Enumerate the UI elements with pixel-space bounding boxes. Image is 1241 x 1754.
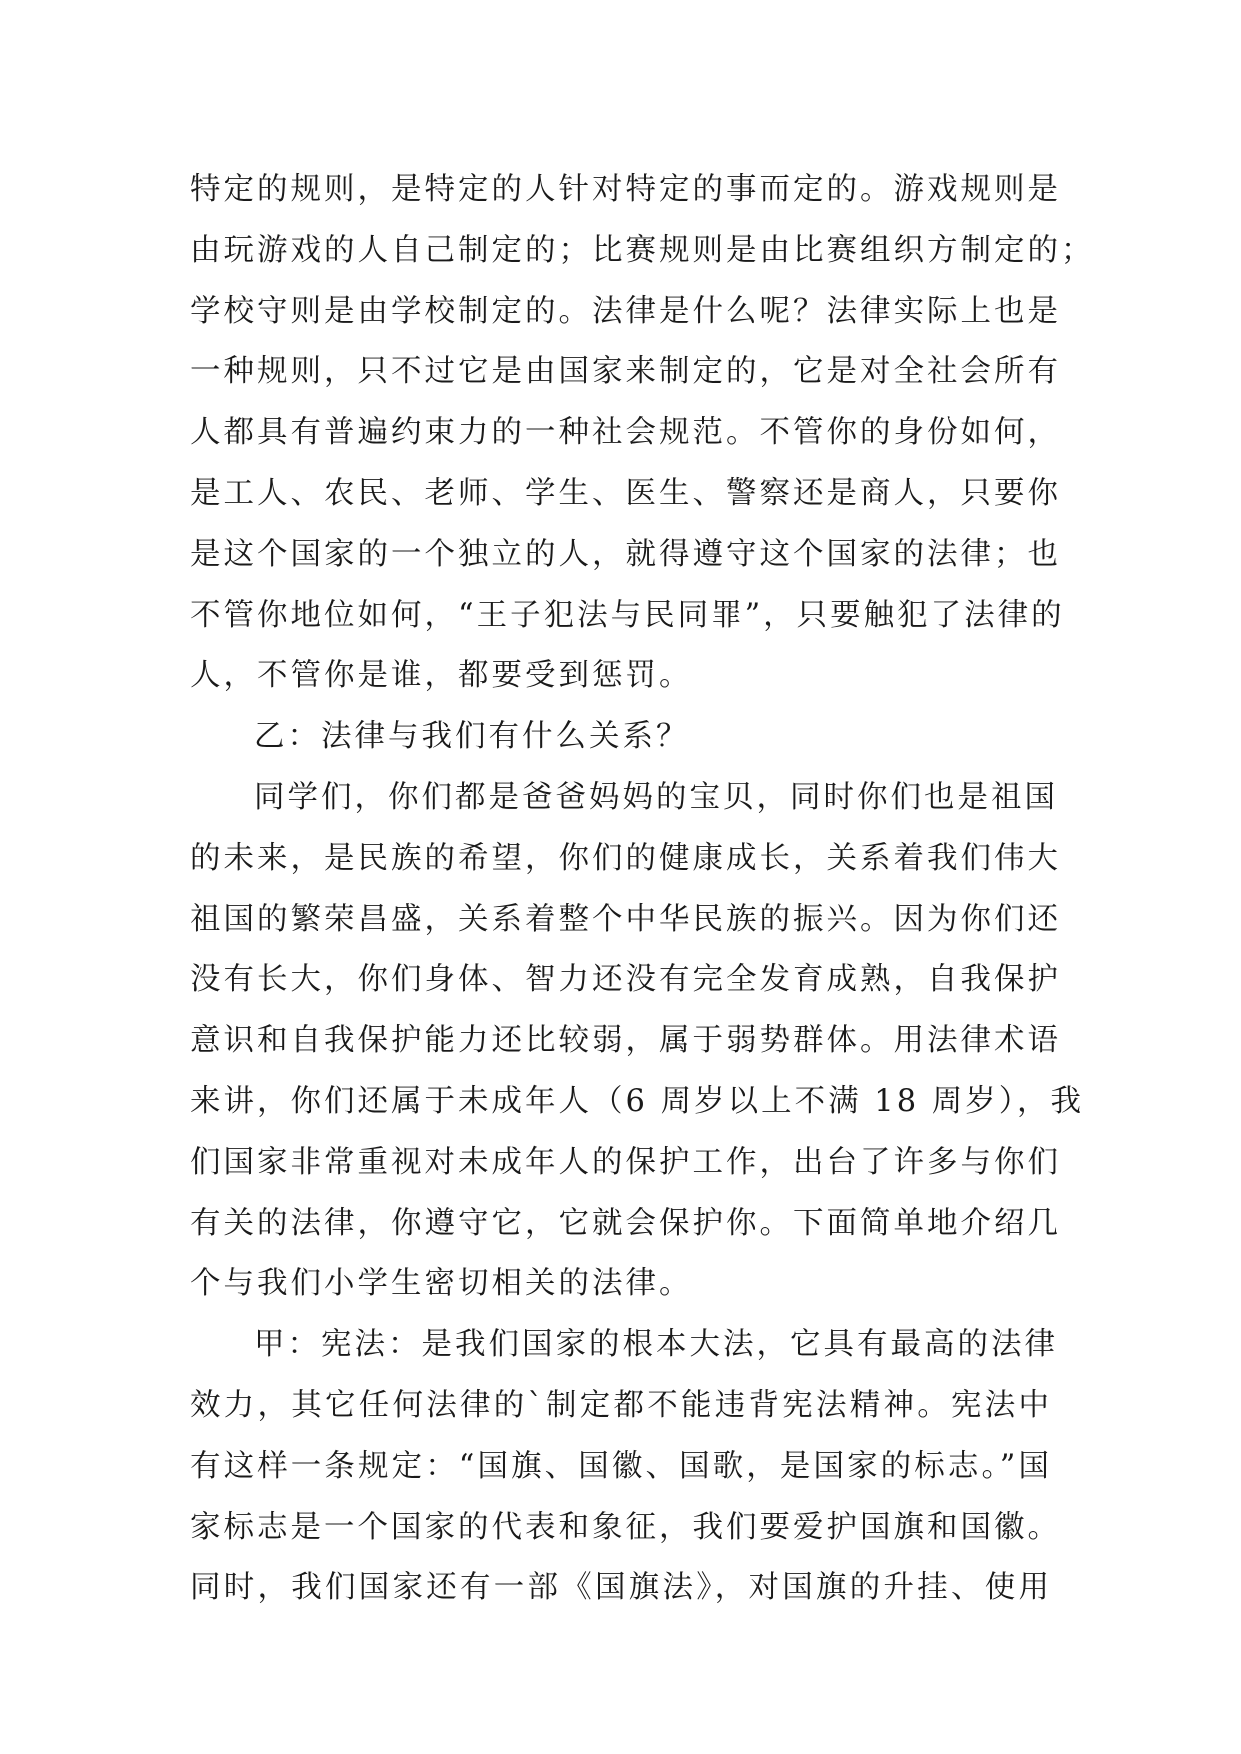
- text-line: 由玩游戏的人自己制定的；比赛规则是由比赛组织方制定的；: [190, 232, 1095, 268]
- text-line: 们国家非常重视对未成年人的保护工作，出台了许多与你们: [190, 1144, 1061, 1180]
- text-line: 人都具有普遍约束力的一种社会规范。不管你的身份如何，: [190, 415, 1061, 451]
- text-line: 同时，我们国家还有一部《国旗法》，对国旗的升挂、使用: [190, 1570, 1052, 1606]
- text-line: 一种规则，只不过它是由国家来制定的，它是对全社会所有: [190, 354, 1061, 390]
- text-line: 人，不管你是谁，都要受到惩罚。: [190, 658, 693, 694]
- text-line: 家标志是一个国家的代表和象征，我们要爱护国旗和国徽。: [190, 1509, 1061, 1545]
- text-line: 祖国的繁荣昌盛，关系着整个中华民族的振兴。因为你们还: [190, 901, 1061, 937]
- body-text: [190, 160, 1095, 1619]
- text-line: 没有长大，你们身体、智力还没有完全发育成熟，自我保护: [190, 962, 1061, 998]
- text-line: 是工人、农民、老师、学生、医生、警察还是商人，只要你: [190, 475, 1061, 511]
- text-line: 效力，其它任何法律的`制定都不能违背宪法精神。宪法中: [190, 1387, 1052, 1423]
- text-line: 个与我们小学生密切相关的法律。: [190, 1266, 693, 1302]
- text-line: 有这样一条规定：“国旗、国徽、国歌，是国家的标志。”国: [190, 1448, 1052, 1484]
- text-line: 的未来，是民族的希望，你们的健康成长，关系着我们伟大: [190, 840, 1061, 876]
- text-line: 乙：法律与我们有什么关系？: [254, 719, 690, 755]
- text-line: 有关的法律，你遵守它，它就会保护你。下面简单地介绍几: [190, 1205, 1061, 1241]
- text-line: 学校守则是由学校制定的。法律是什么呢？法律实际上也是: [190, 293, 1061, 329]
- text-line: 特定的规则，是特定的人针对特定的事而定的。游戏规则是: [190, 172, 1061, 207]
- text-line: 甲：宪法：是我们国家的根本大法，它具有最高的法律: [254, 1327, 1058, 1363]
- text-line: 来讲，你们还属于未成年人（6 周岁以上不满 18 周岁），我: [190, 1083, 1085, 1119]
- text-line: 意识和自我保护能力还比较弱，属于弱势群体。用法律术语: [190, 1023, 1061, 1059]
- text-line: 是这个国家的一个独立的人，就得遵守这个国家的法律；也: [190, 536, 1061, 572]
- text-line: 同学们，你们都是爸爸妈妈的宝贝，同时你们也是祖国: [254, 779, 1058, 815]
- text-line: 不管你地位如何，“王子犯法与民同罪”，只要触犯了法律的: [190, 597, 1065, 633]
